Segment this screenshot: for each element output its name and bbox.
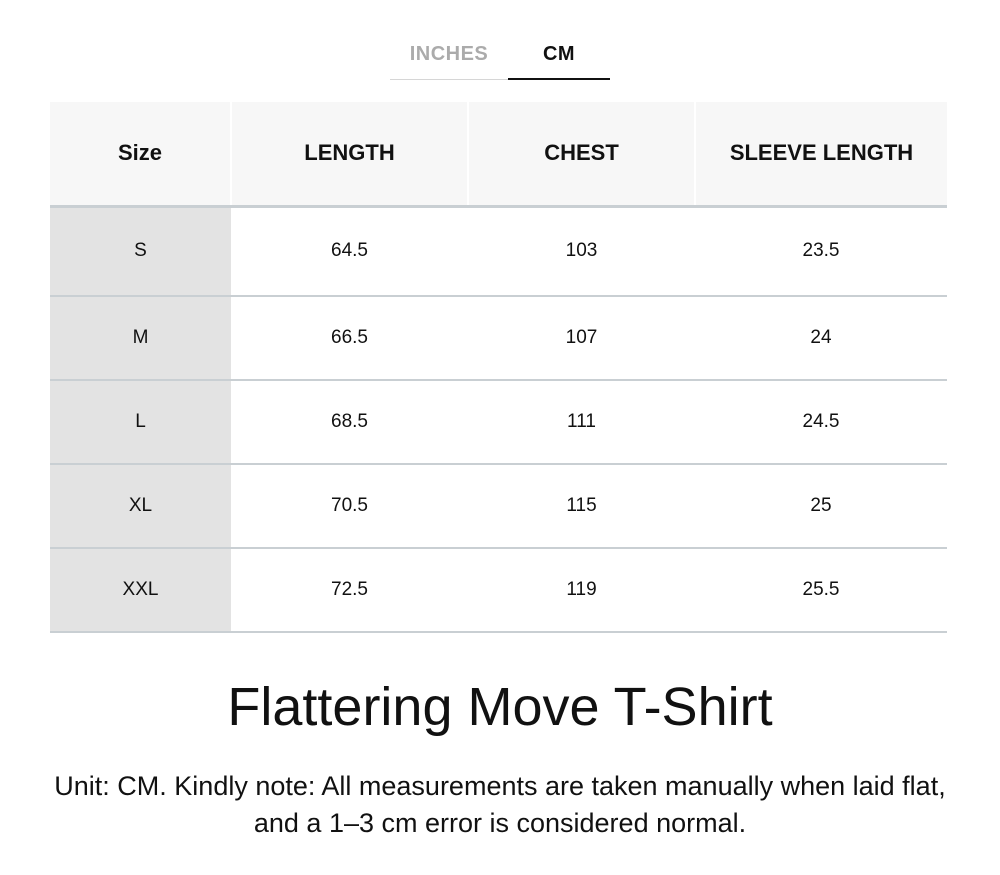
size-table: [50, 102, 947, 633]
size-cell: XL: [50, 464, 231, 548]
chest-cell: 111: [468, 380, 695, 464]
table-row: [50, 296, 947, 380]
header-length: LENGTH: [231, 102, 468, 206]
table-row: [50, 464, 947, 548]
size-cell: S: [50, 206, 231, 296]
table-row: [50, 206, 947, 296]
table-row: [50, 548, 947, 632]
header-chest: CHEST: [468, 102, 695, 206]
sleeve-length-cell: 24.5: [695, 380, 947, 464]
measurement-note: Unit: CM. Kindly note: All measurements are taken manually when laid flat, and a 1–3 cm error is considered normal.: [54, 771, 946, 838]
sleeve-length-cell: 25: [695, 464, 947, 548]
size-cell: L: [50, 380, 231, 464]
unit-tabs: [390, 30, 610, 80]
size-cell: XXL: [50, 548, 231, 632]
length-cell: 68.5: [231, 380, 468, 464]
chest-cell: 103: [468, 206, 695, 296]
table-row: [50, 380, 947, 464]
chest-cell: 115: [468, 464, 695, 548]
product-title: Flattering Move T-Shirt: [227, 677, 773, 737]
sleeve-length-cell: 24: [695, 296, 947, 380]
sleeve-length-cell: 25.5: [695, 548, 947, 632]
header-size: Size: [50, 102, 231, 206]
chest-cell: 119: [468, 548, 695, 632]
sleeve-length-cell: 23.5: [695, 206, 947, 296]
header-sleeve-length: SLEEVE LENGTH: [695, 102, 947, 206]
length-cell: 64.5: [231, 206, 468, 296]
tab-cm[interactable]: CM: [508, 30, 610, 78]
table-header-row: [50, 102, 947, 206]
tab-inches[interactable]: INCHES: [409, 42, 489, 65]
length-cell: 66.5: [231, 296, 468, 380]
length-cell: 70.5: [231, 464, 468, 548]
chest-cell: 107: [468, 296, 695, 380]
length-cell: 72.5: [231, 548, 468, 632]
size-cell: M: [50, 296, 231, 380]
